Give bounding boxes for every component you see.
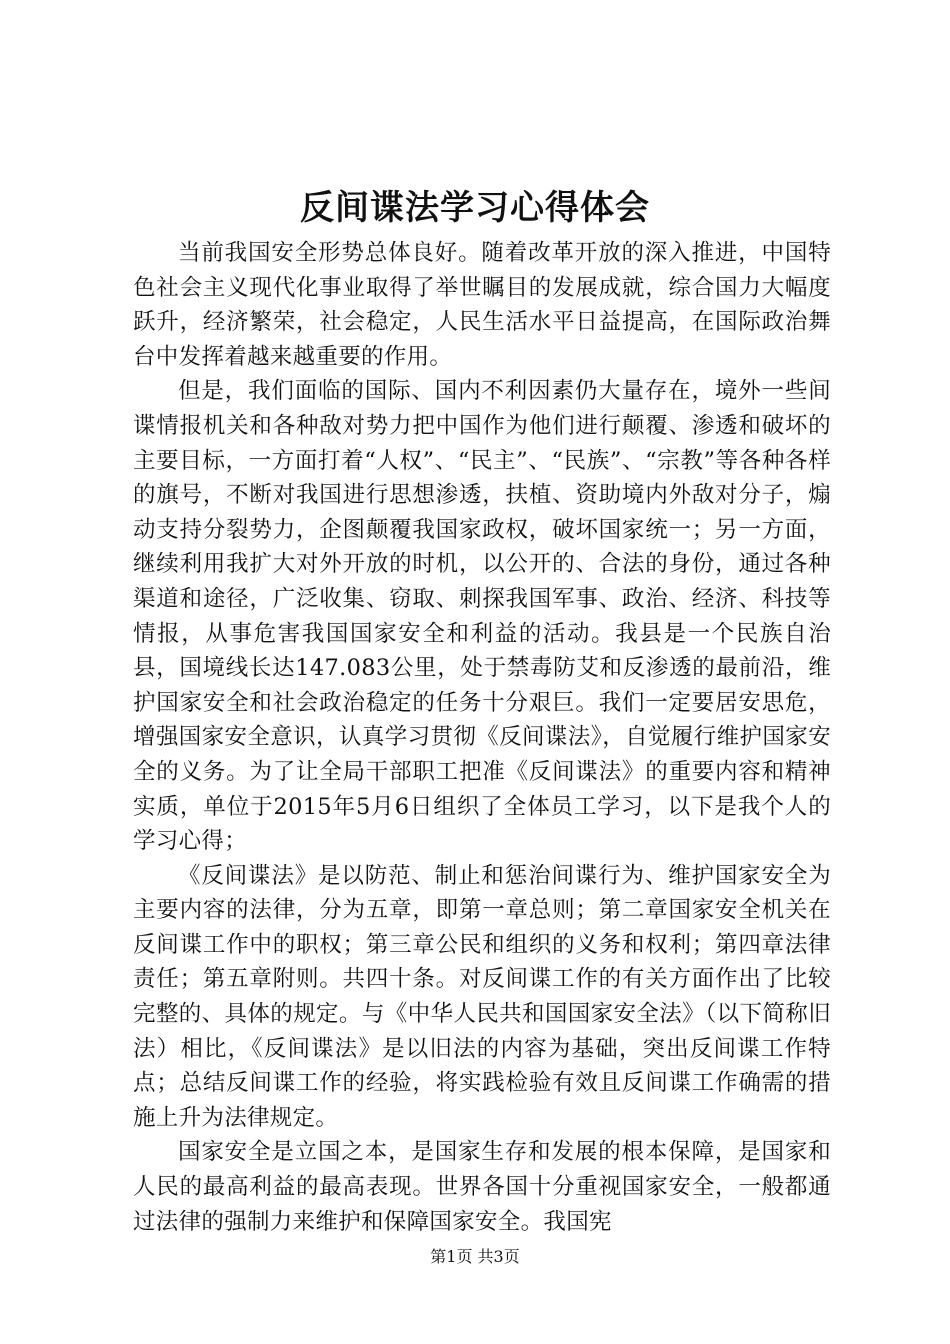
paragraph-4: 国家安全是立国之本，是国家生存和发展的根本保障，是国家和人民的最高利益的最高表现。世界各国十分重视国家安全，一般都通过法律的强制力来维护和保障国家安全。我国宪 (133, 1139, 831, 1235)
document-body (133, 236, 831, 1239)
page-number-footer: 第1页 共3页 (430, 1247, 520, 1266)
paragraph-3: 《反间谍法》是以防范、制止和惩治间谍行为、维护国家安全为主要内容的法律，分为五章，即第一章总则；第二章国家安全机关在反间谍工作中的职权；第三章公民和组织的义务和权利；第四章法律责任；第五章附则。共四十条。对反间谍工作的有关方面作出了比较完整的、具体的规定。与《中华人民共和国国家安全法》（以下简称旧法）相比，《反间谍法》是以旧法的内容为基础，突出反间谍工作特点；总结反间谍工作的经验，将实践检验有效且反间谍工作确需的措施上升为法律规定。 (133, 862, 831, 1131)
paragraph-1: 当前我国安全形势总体良好。随着改革开放的深入推进，中国特色社会主义现代化事业取得了举世瞩目的发展成就，综合国力大幅度跃升，经济繁荣，社会稳定，人民生活水平日益提高，在国际政治舞台中发挥着越来越重要的作用。 (133, 240, 831, 370)
paragraph-2: 但是，我们面临的国际、国内不利因素仍大量存在，境外一些间谍情报机关和各种敌对势力把中国作为他们进行颠覆、渗透和破坏的主要目标，一方面打着“人权”、“民主”、“民族”、“宗教”等各种各样的旗号，不断对我国进行思想渗透，扶植、资助境内外敌对分子，煽动支持分裂势力，企图颠覆我国家政权，破坏国家统一；另一方面，继续利用我扩大对外开放的时机，以公开的、合法的身份，通过各种渠道和途径，广泛收集、窃取、刺探我国军事、政治、经济、科技等情报，从事危害我国国家安全和利益的活动。我县是一个民族自治县，国境线长达147.083公里，处于禁毒防艾和反渗透的最前沿，维护国家安全和社会政治稳定的任务十分艰巨。我们一定要居安思危，增强国家安全意识，认真学习贯彻《反间谍法》，自觉履行维护国家安全的义务。为了让全局干部职工把准《反间谍法》的重要内容和精神实质，单位于2015年5月6日组织了全体员工学习，以下是我个人的学习心得； (133, 378, 831, 855)
document-title: 反间谍法学习心得体会 (300, 188, 650, 228)
